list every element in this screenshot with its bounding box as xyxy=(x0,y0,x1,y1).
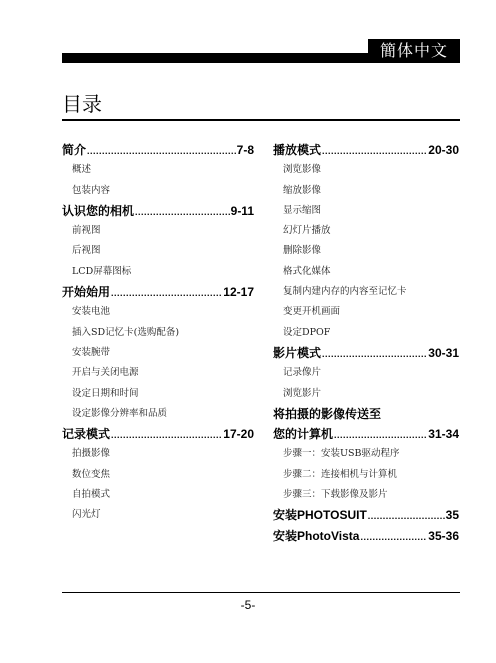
toc-page-range: 35-36 xyxy=(428,528,459,543)
toc-leader-dots xyxy=(368,506,445,525)
page-number: -5- xyxy=(240,598,256,612)
toc-leader-dots xyxy=(135,202,230,221)
toc-section-entry[interactable] xyxy=(273,343,459,363)
toc-section-entry[interactable] xyxy=(62,282,254,302)
toc-section-title: 开始始用 xyxy=(62,285,111,300)
toc-section-entry[interactable] xyxy=(62,140,254,160)
toc-section-entry[interactable] xyxy=(273,424,459,444)
toc-subentry[interactable]: 拍摄影像 xyxy=(72,448,111,460)
toc-subentry[interactable]: 步骤一：安装USB驱动程序 xyxy=(283,448,400,460)
toc-section-entry[interactable] xyxy=(273,526,459,546)
toc-subentry[interactable]: 后视图 xyxy=(72,245,101,257)
toc-left-column xyxy=(62,140,254,526)
toc-subentry[interactable]: 安装电池 xyxy=(72,306,111,318)
toc-subentry[interactable]: 浏览影像 xyxy=(283,164,322,176)
toc-subentry[interactable]: LCD屏幕图标 xyxy=(72,265,132,277)
toc-page-range: 7-8 xyxy=(236,143,254,157)
toc-subentry[interactable]: 缩放影像 xyxy=(283,184,322,196)
toc-subentry[interactable]: 记录像片 xyxy=(283,367,322,379)
toc-subentry[interactable]: 显示缩图 xyxy=(283,204,322,216)
toc-subentry[interactable]: 删除影像 xyxy=(283,245,322,257)
toc-section-title: 记录模式 xyxy=(62,427,111,442)
toc-subentry[interactable]: 插入SD记忆卡(选购配备) xyxy=(72,326,180,338)
toc-section-title: 安装PHOTOSUIT xyxy=(273,508,367,523)
toc-right-column xyxy=(273,140,459,546)
toc-subentry[interactable]: 复制内建内存的内容至记忆卡 xyxy=(283,286,407,298)
language-tab: 簡体中文 xyxy=(368,39,460,63)
toc-section-title: 影片模式 xyxy=(273,345,322,360)
toc-section-title: 播放模式 xyxy=(273,143,322,157)
page-title: 目录 xyxy=(62,92,102,116)
toc-leader-dots xyxy=(322,141,427,160)
toc-subentry[interactable]: 设定影像分辨率和品质 xyxy=(72,407,168,419)
toc-subentry[interactable]: 设定日期和时间 xyxy=(72,387,139,399)
toc-subentry[interactable]: 浏览影片 xyxy=(283,387,322,399)
toc-section-entry[interactable] xyxy=(62,201,254,221)
toc-page-range: 35 xyxy=(445,508,459,523)
toc-page-range: 31-34 xyxy=(428,427,459,442)
title-rule xyxy=(62,119,460,121)
toc-subentry[interactable]: 自拍模式 xyxy=(72,489,111,501)
toc-leader-dots xyxy=(111,283,222,302)
toc-page-range: 9-11 xyxy=(230,203,254,218)
toc-leader-dots xyxy=(360,527,427,546)
toc-section-entry[interactable] xyxy=(273,505,459,525)
toc-leader-dots xyxy=(111,425,222,444)
toc-subentry[interactable]: 闪光灯 xyxy=(72,509,101,521)
toc-subentry[interactable]: 前视图 xyxy=(72,225,101,237)
toc-section-entry[interactable] xyxy=(62,424,254,444)
toc-leader-dots xyxy=(87,141,236,160)
toc-section-title: 简介 xyxy=(62,143,87,157)
toc-subentry[interactable]: 幻灯片播放 xyxy=(283,225,331,237)
toc-leader-dots xyxy=(322,344,427,363)
toc-subentry[interactable]: 步骤三：下载影像及影片 xyxy=(283,489,388,501)
toc-subentry[interactable]: 变更开机画面 xyxy=(283,306,341,318)
toc-section-title: 安装PhotoVista xyxy=(273,528,360,543)
toc-page-range: 17-20 xyxy=(223,427,254,442)
toc-subentry[interactable]: 设定DPOF xyxy=(283,326,331,338)
toc-page-range: 20-30 xyxy=(428,143,459,157)
toc-section-title-line[interactable]: 将拍摄的影像传送至 xyxy=(273,406,382,421)
toc-subentry[interactable]: 数位变焦 xyxy=(72,468,111,480)
toc-subentry[interactable]: 安装腕带 xyxy=(72,346,111,358)
toc-section-title: 认识您的相机 xyxy=(62,203,135,218)
toc-subentry[interactable]: 开启与关闭电源 xyxy=(72,367,139,379)
toc-page-range: 30-31 xyxy=(428,345,459,360)
toc-leader-dots xyxy=(334,425,427,444)
toc-subentry[interactable]: 格式化媒体 xyxy=(283,265,331,277)
footer-rule xyxy=(62,592,460,593)
toc-page-range: 12-17 xyxy=(223,285,254,300)
toc-subentry[interactable]: 包装内容 xyxy=(72,184,111,196)
toc-subentry[interactable]: 步骤二：连接相机与计算机 xyxy=(283,468,398,480)
toc-section-title: 您的计算机 xyxy=(273,427,334,442)
toc-subentry[interactable]: 概述 xyxy=(72,164,92,176)
toc-section-entry[interactable] xyxy=(273,140,459,160)
